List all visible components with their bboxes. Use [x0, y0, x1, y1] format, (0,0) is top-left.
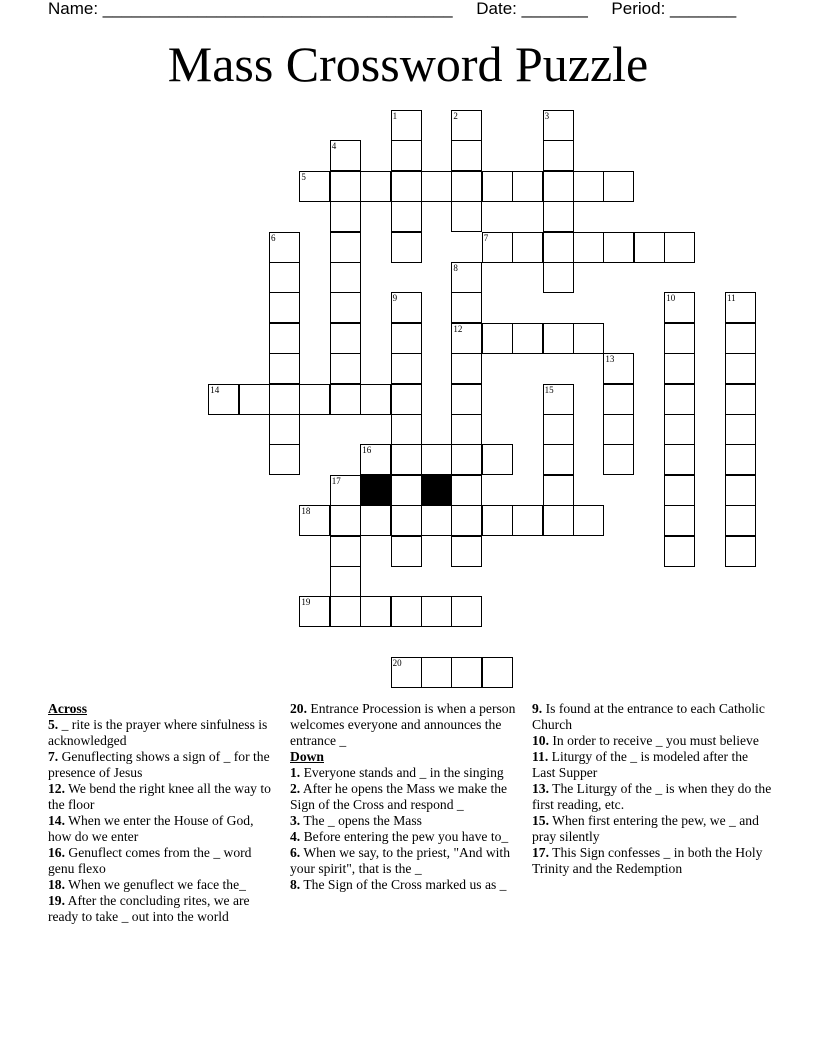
grid-cell[interactable]	[543, 232, 574, 263]
clue-number: 8.	[290, 877, 301, 892]
grid-cell[interactable]	[330, 323, 361, 354]
clue-number-label: 15	[544, 384, 554, 395]
grid-cell[interactable]	[269, 323, 300, 354]
clue-text: When first entering the pew, we _ and pray silently	[532, 813, 759, 844]
grid-cell[interactable]	[421, 596, 452, 627]
date-field[interactable]: Date: _______	[476, 0, 588, 18]
grid-cell[interactable]	[543, 323, 574, 354]
grid-cell[interactable]	[269, 292, 300, 323]
grid-cell[interactable]	[391, 475, 422, 506]
grid-cell[interactable]	[451, 201, 482, 232]
clue-text: We bend the right knee all the way to the floor	[48, 781, 271, 812]
grid-cell[interactable]	[451, 110, 482, 141]
grid-cell[interactable]	[451, 414, 482, 445]
across-clue-18	[48, 877, 280, 893]
name-field[interactable]: Name: _____________________________________	[48, 0, 453, 18]
grid-cell[interactable]	[664, 444, 695, 475]
clue-text: Everyone stands and _ in the singing	[300, 765, 504, 780]
clue-text: After the concluding rites, we are ready to take _ out into the world	[48, 893, 250, 924]
grid-cell[interactable]	[543, 201, 574, 232]
grid-cell[interactable]	[391, 414, 422, 445]
grid-cell[interactable]	[543, 414, 574, 445]
clue-number-label: 8	[453, 263, 458, 273]
clue-number: 9.	[532, 701, 543, 716]
grid-cell[interactable]	[330, 353, 361, 384]
down-clue-11	[532, 749, 772, 781]
clue-number-label: 16	[362, 445, 372, 456]
down-clue-1	[290, 765, 522, 781]
clue-number: 19.	[48, 893, 65, 908]
grid-cell[interactable]	[664, 384, 695, 415]
clue-number: 20.	[290, 701, 307, 716]
grid-cell[interactable]	[573, 171, 604, 202]
grid-cell[interactable]	[330, 536, 361, 567]
grid-cell[interactable]	[391, 140, 422, 171]
grid-cell[interactable]	[543, 475, 574, 506]
clue-number-label: 12	[453, 323, 463, 334]
grid-cell[interactable]	[725, 536, 756, 567]
grid-cell[interactable]	[391, 536, 422, 567]
grid-cell[interactable]	[421, 171, 452, 202]
clue-number-label: 10	[666, 293, 676, 304]
grid-cell[interactable]	[391, 110, 422, 141]
clue-number: 18.	[48, 877, 65, 892]
down-clue-3	[290, 813, 522, 829]
grid-cell[interactable]	[725, 505, 756, 536]
grid-cell[interactable]	[451, 475, 482, 506]
clue-number-label: 17	[331, 475, 341, 486]
clue-text: The Sign of the Cross marked us as _	[300, 877, 507, 892]
grid-cell[interactable]	[391, 596, 422, 627]
grid-cell[interactable]	[543, 140, 574, 171]
grid-cell[interactable]	[725, 475, 756, 506]
clue-number-label: 9	[392, 293, 398, 304]
grid-cell[interactable]	[360, 505, 391, 536]
clue-number-label: 13	[605, 354, 615, 365]
grid-cell[interactable]	[543, 505, 574, 536]
grid-cell[interactable]	[330, 232, 361, 263]
grid-cell[interactable]	[603, 384, 634, 415]
clue-number: 2.	[290, 781, 301, 796]
clue-text: When we say, to the priest, "And with your spirit", that is the _	[290, 845, 510, 876]
down-clue-17	[532, 845, 772, 877]
grid-cell[interactable]	[330, 596, 361, 627]
grid-block-cell	[360, 475, 391, 506]
clue-text: When we genuflect we face the_	[65, 877, 246, 892]
grid-cell[interactable]	[725, 292, 756, 323]
clue-number: 15.	[532, 813, 549, 828]
across-clue-12	[48, 781, 280, 813]
clue-number: 12.	[48, 781, 65, 796]
grid-cell[interactable]	[664, 505, 695, 536]
clue-text: Before entering the pew you have to_	[300, 829, 509, 844]
grid-cell[interactable]	[451, 657, 482, 688]
grid-cell[interactable]	[451, 323, 482, 354]
clue-number-label: 19	[301, 597, 311, 608]
grid-cell[interactable]	[299, 596, 330, 627]
grid-cell[interactable]	[451, 171, 482, 202]
across-heading: Across	[48, 701, 88, 716]
period-field[interactable]: Period: _______	[611, 0, 737, 18]
clue-number-label: 4	[331, 141, 337, 152]
grid-cell[interactable]	[451, 384, 482, 415]
grid-cell[interactable]	[725, 323, 756, 354]
grid-cell[interactable]	[360, 171, 391, 202]
grid-cell[interactable]	[269, 414, 300, 445]
grid-cell[interactable]	[330, 384, 361, 415]
grid-cell[interactable]	[451, 596, 482, 627]
grid-cell[interactable]	[482, 444, 513, 475]
grid-cell[interactable]	[421, 657, 452, 688]
clue-number-label: 20	[392, 658, 402, 669]
down-clue-6	[290, 845, 522, 877]
grid-cell[interactable]	[664, 323, 695, 354]
grid-cell[interactable]	[391, 201, 422, 232]
clue-number: 11.	[532, 749, 549, 764]
grid-cell[interactable]	[451, 140, 482, 171]
down-heading: Down	[290, 749, 324, 764]
grid-cell[interactable]	[360, 596, 391, 627]
down-clue-2	[290, 781, 522, 813]
clue-number: 5.	[48, 717, 59, 732]
grid-cell[interactable]	[360, 444, 391, 475]
clue-number-label: 5	[301, 171, 306, 182]
grid-cell[interactable]	[603, 171, 634, 202]
grid-cell[interactable]	[299, 505, 330, 536]
grid-cell[interactable]	[330, 262, 361, 293]
grid-cell[interactable]	[269, 232, 300, 263]
grid-cell[interactable]	[573, 323, 604, 354]
clue-number: 17.	[532, 845, 549, 860]
down-clue-8	[290, 877, 522, 893]
clue-text: Is found at the entrance to each Catholic Church	[532, 701, 765, 732]
across-clue-14	[48, 813, 280, 845]
grid-cell[interactable]	[451, 505, 482, 536]
grid-cell[interactable]	[269, 353, 300, 384]
grid-cell[interactable]	[512, 232, 543, 263]
grid-cell[interactable]	[421, 444, 452, 475]
grid-cell[interactable]	[421, 505, 452, 536]
grid-cell[interactable]	[512, 323, 543, 354]
grid-block-cell	[421, 475, 452, 506]
grid-cell[interactable]	[543, 262, 574, 293]
grid-cell[interactable]	[391, 171, 422, 202]
grid-cell[interactable]	[512, 171, 543, 202]
grid-cell[interactable]	[573, 232, 604, 263]
grid-cell[interactable]	[330, 201, 361, 232]
grid-cell[interactable]	[330, 505, 361, 536]
grid-cell[interactable]	[603, 353, 634, 384]
down-clue-13	[532, 781, 772, 813]
clues-column-1	[48, 701, 280, 925]
grid-cell[interactable]	[330, 140, 361, 171]
clue-text: In order to receive _ you must believe	[549, 733, 759, 748]
grid-cell[interactable]	[482, 657, 513, 688]
grid-cell[interactable]	[634, 232, 665, 263]
grid-cell[interactable]	[330, 171, 361, 202]
grid-cell[interactable]	[603, 444, 634, 475]
grid-cell[interactable]	[543, 171, 574, 202]
clue-number-label: 2	[453, 111, 458, 121]
grid-cell[interactable]	[664, 292, 695, 323]
down-clue-15	[532, 813, 772, 845]
grid-cell[interactable]	[299, 171, 330, 202]
grid-cell[interactable]	[391, 292, 422, 323]
clue-number: 16.	[48, 845, 65, 860]
grid-cell[interactable]	[603, 232, 634, 263]
grid-cell[interactable]	[543, 110, 574, 141]
grid-cell[interactable]	[543, 444, 574, 475]
grid-cell[interactable]	[664, 536, 695, 567]
grid-cell[interactable]	[603, 414, 634, 445]
clue-number-label: 14	[210, 384, 220, 395]
grid-cell[interactable]	[299, 384, 330, 415]
clue-number: 13.	[532, 781, 549, 796]
clue-text: When we enter the House of God, how do we enter	[48, 813, 254, 844]
grid-cell[interactable]	[360, 384, 391, 415]
page-title: Mass Crossword Puzzle	[167, 36, 649, 92]
down-clue-9	[532, 701, 772, 733]
clue-number-label: 6	[271, 232, 276, 243]
clues-column-3	[532, 701, 772, 877]
grid-cell[interactable]	[725, 444, 756, 475]
grid-cell[interactable]	[391, 657, 422, 688]
clue-number-label: 7	[483, 232, 489, 243]
clue-text: Entrance Procession is when a person welcomes everyone and announces the entrance _	[290, 701, 516, 748]
across-clue-5	[48, 717, 280, 749]
grid-cell[interactable]	[269, 444, 300, 475]
clue-text: Genuflecting shows a sign of _ for the presence of Jesus	[48, 749, 270, 780]
grid-cell[interactable]	[391, 384, 422, 415]
across-clue-16	[48, 845, 280, 877]
clue-number: 7.	[48, 749, 59, 764]
grid-cell[interactable]	[391, 232, 422, 263]
clue-text: _ rite is the prayer where sinfulness is acknowledged	[48, 717, 268, 748]
grid-cell[interactable]	[451, 292, 482, 323]
grid-cell[interactable]	[664, 353, 695, 384]
grid-cell[interactable]	[482, 505, 513, 536]
across-clue-19	[48, 893, 280, 925]
clue-text: The _ opens the Mass	[300, 813, 422, 828]
clue-text: After he opens the Mass we make the Sign of the Cross and respond _	[290, 781, 508, 812]
grid-cell[interactable]	[391, 444, 422, 475]
grid-cell[interactable]	[391, 505, 422, 536]
grid-cell[interactable]	[451, 262, 482, 293]
grid-cell[interactable]	[208, 384, 239, 415]
clue-number: 1.	[290, 765, 301, 780]
grid-cell[interactable]	[725, 414, 756, 445]
clue-number-label: 1	[392, 111, 398, 121]
grid-cell[interactable]	[451, 353, 482, 384]
clue-number: 3.	[290, 813, 301, 828]
grid-cell[interactable]	[543, 384, 574, 415]
clue-number: 6.	[290, 845, 301, 860]
clue-number-label: 18	[301, 506, 311, 517]
grid-cell[interactable]	[239, 384, 270, 415]
grid-cell[interactable]	[725, 384, 756, 415]
grid-cell[interactable]	[391, 353, 422, 384]
grid-cell[interactable]	[451, 444, 482, 475]
grid-cell[interactable]	[664, 475, 695, 506]
grid-cell[interactable]	[391, 323, 422, 354]
grid-cell[interactable]	[482, 232, 513, 263]
grid-cell[interactable]	[269, 262, 300, 293]
across-clue-7	[48, 749, 280, 781]
grid-cell[interactable]	[482, 323, 513, 354]
grid-cell[interactable]	[573, 505, 604, 536]
clue-text: The Liturgy of the _ is when they do the first reading, etc.	[532, 781, 772, 812]
clue-number: 10.	[532, 733, 549, 748]
across-clue-20	[290, 701, 522, 749]
grid-cell[interactable]	[451, 536, 482, 567]
clue-number-label: 3	[544, 111, 550, 121]
clue-number: 4.	[290, 829, 301, 844]
grid-cell[interactable]	[512, 505, 543, 536]
clue-text: Liturgy of the _ is modeled after the Last Supper	[532, 749, 749, 780]
clue-text: Genuflect comes from the _ word genu flexo	[48, 845, 252, 876]
grid-cell[interactable]	[269, 384, 300, 415]
down-clue-10	[532, 733, 772, 749]
clue-number: 14.	[48, 813, 65, 828]
grid-cell[interactable]	[664, 414, 695, 445]
grid-cell[interactable]	[664, 232, 695, 263]
grid-cell[interactable]	[330, 566, 361, 597]
grid-cell[interactable]	[725, 353, 756, 384]
grid-cell[interactable]	[330, 475, 361, 506]
clues-column-2	[290, 701, 522, 893]
grid-cell[interactable]	[330, 292, 361, 323]
grid-cell[interactable]	[482, 171, 513, 202]
clue-text: This Sign confesses _ in both the Holy Trinity and the Redemption	[532, 845, 763, 876]
down-clue-4	[290, 829, 522, 845]
clue-number-label: 11	[727, 293, 736, 304]
